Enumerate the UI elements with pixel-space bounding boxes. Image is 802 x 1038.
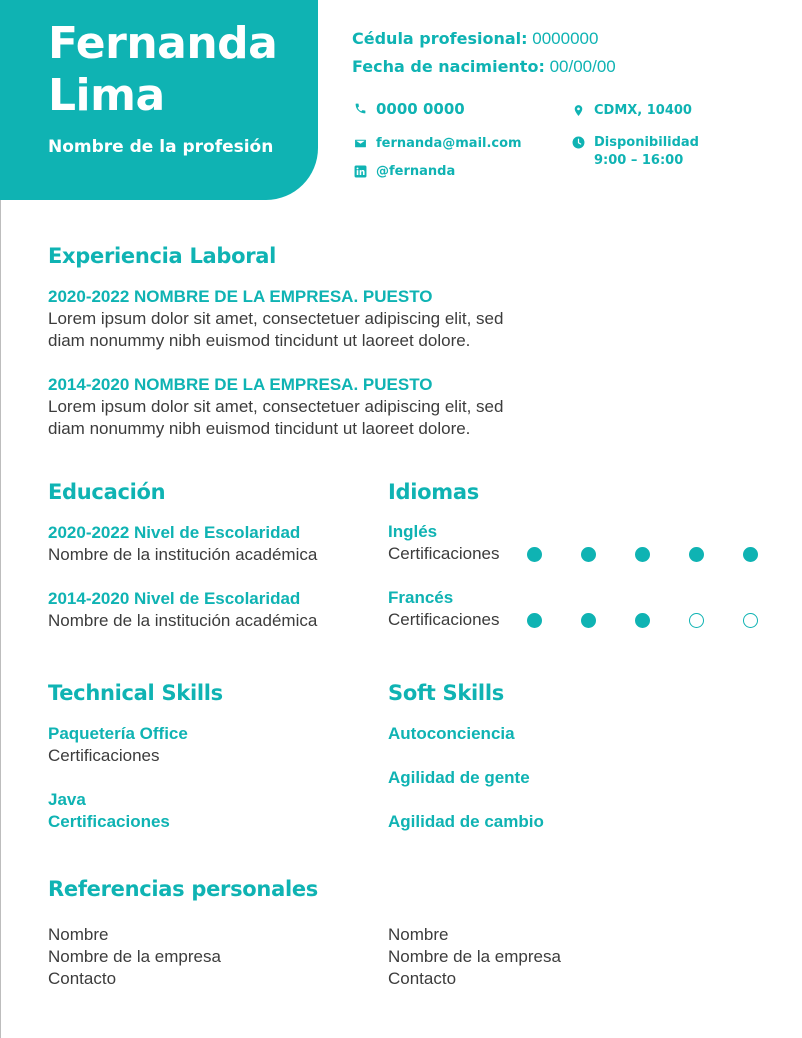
language-sub: Certificaciones: [388, 544, 500, 563]
cedula-value: 0000000: [532, 29, 599, 48]
birth-label: Fecha de nacimiento:: [352, 57, 545, 76]
education-item-institution: Nombre de la institución académica: [48, 545, 318, 564]
phone-contact: [354, 100, 465, 118]
technical-skills-title: Technical Skills: [48, 681, 223, 705]
level-dot-filled: [527, 547, 542, 562]
education-item-institution: Nombre de la institución académica: [48, 611, 318, 630]
last-name: Lima: [48, 70, 165, 121]
language-sub: Certificaciones: [388, 610, 500, 629]
soft-skill-item: Agilidad de gente: [388, 768, 530, 787]
cedula-label: Cédula profesional:: [352, 29, 528, 48]
technical-skill-name: Java: [48, 790, 86, 809]
language-level-dots: [527, 613, 758, 628]
level-dot-filled: [635, 613, 650, 628]
technical-skill-sub: Certificaciones: [48, 746, 160, 765]
linkedin-text[interactable]: @fernanda: [376, 164, 456, 179]
location-contact: [572, 102, 692, 120]
linkedin-icon: [354, 165, 367, 178]
references-title: Referencias personales: [48, 877, 318, 901]
clock-icon: [572, 136, 585, 149]
experience-item-desc-line1: Lorem ipsum dolor sit amet, consectetuer adipiscing elit, sed: [48, 397, 504, 416]
birth-line: [352, 57, 616, 77]
first-name: Fernanda: [48, 18, 278, 69]
reference-company: Nombre de la empresa: [388, 947, 561, 966]
level-dot-filled: [527, 613, 542, 628]
language-level-dots: [527, 547, 758, 562]
level-dot-filled: [581, 613, 596, 628]
experience-item-desc-line2: diam nonummy nibh euismod tincidunt ut laoreet dolore.: [48, 331, 471, 350]
reference-name: Nombre: [388, 925, 449, 944]
language-name: Francés: [388, 588, 454, 607]
experience-item-desc-line2: diam nonummy nibh euismod tincidunt ut laoreet dolore.: [48, 419, 471, 438]
technical-skill-sub: Certificaciones: [48, 812, 170, 831]
languages-title: Idiomas: [388, 480, 479, 504]
education-item-heading: 2020-2022 Nivel de Escolaridad: [48, 523, 301, 542]
experience-title: Experiencia Laboral: [48, 244, 277, 268]
soft-skill-item: Agilidad de cambio: [388, 812, 544, 831]
reference-contact: Contacto: [48, 969, 117, 988]
phone-text: 0000 0000: [376, 100, 465, 118]
reference-company: Nombre de la empresa: [48, 947, 221, 966]
phone-icon: [354, 102, 367, 115]
location-text: CDMX, 10400: [594, 103, 692, 118]
level-dot-filled: [689, 547, 704, 562]
location-pin-icon: [572, 104, 585, 117]
availability-text: [594, 134, 699, 170]
linkedin-contact[interactable]: [354, 163, 455, 181]
experience-item-heading: 2014-2020 NOMBRE DE LA EMPRESA. PUESTO: [48, 375, 433, 394]
reference-contact: Contacto: [388, 969, 457, 988]
soft-skills-title: Soft Skills: [388, 681, 504, 705]
availability-label: Disponibilidad: [594, 135, 699, 150]
level-dot-filled: [635, 547, 650, 562]
cedula-line: [352, 29, 598, 49]
level-dot-empty: [689, 613, 704, 628]
reference-name: Nombre: [48, 925, 109, 944]
level-dot-empty: [743, 613, 758, 628]
candidate-name: [48, 18, 277, 122]
soft-skill-item: Autoconciencia: [388, 724, 515, 743]
mail-icon: [354, 137, 367, 150]
availability-hours: 9:00 – 16:00: [594, 153, 684, 168]
level-dot-filled: [743, 547, 758, 562]
technical-skill-name: Paquetería Office: [48, 724, 188, 743]
experience-item-desc-line1: Lorem ipsum dolor sit amet, consectetuer adipiscing elit, sed: [48, 309, 504, 328]
education-item-heading: 2014-2020 Nivel de Escolaridad: [48, 589, 301, 608]
email-text[interactable]: fernanda@mail.com: [376, 136, 522, 151]
profession: Nombre de la profesión: [48, 137, 274, 157]
education-title: Educación: [48, 480, 166, 504]
language-name: Inglés: [388, 522, 438, 541]
experience-item-heading: 2020-2022 NOMBRE DE LA EMPRESA. PUESTO: [48, 287, 433, 306]
birth-value: 00/00/00: [549, 57, 616, 76]
email-contact[interactable]: [354, 135, 522, 153]
level-dot-filled: [581, 547, 596, 562]
availability-contact: [572, 134, 699, 170]
